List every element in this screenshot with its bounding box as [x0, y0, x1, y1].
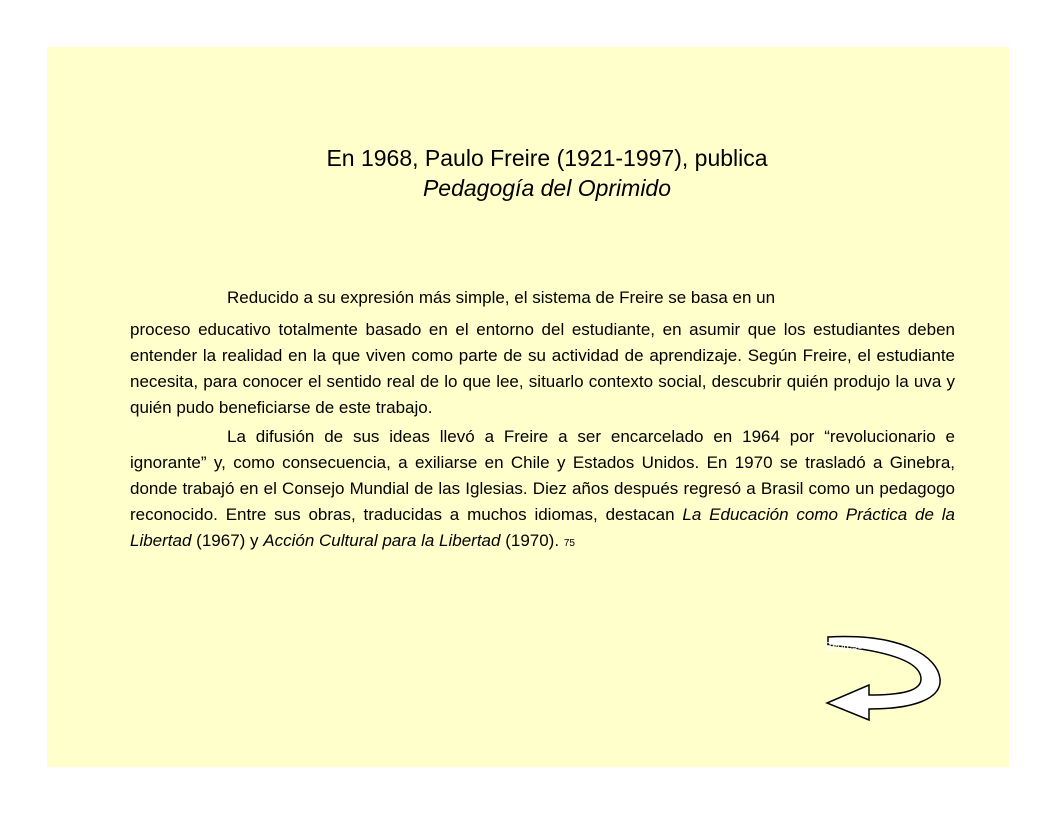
book-title-2: Acción Cultural para la Libertad: [263, 531, 501, 550]
paragraph-2-text: La difusión de sus ideas llevó a Freire a ser encarcelado en 1964 por “revolucionario e ignorante” y, como consecuencia, a exiliarse en Chile y Estados Unidos. En 1970 se trasladó a Ginebra, donde trabajó en el Consejo Mundial de las Iglesias. Diez años después regresó a Brasil como un pedagogo reconocido. Entre sus obras, traducidas a muchos idiomas, destacan: [130, 427, 955, 524]
year-2: (1970).: [505, 531, 560, 550]
footnote-number: 75: [563, 538, 575, 549]
year-1: (1967) y: [196, 531, 259, 550]
paragraph-1: proceso educativo totalmente basado en el entorno del estudiante, en asumir que los estudiantes deben entender la realidad en la que viven como parte de su actividad de aprendizaje. Según Freire, el estudiante necesita, para conocer el sentido real de lo que lee, situarlo contexto social, descubrir quién produjo la uva y quién pudo beneficiarse de este trabajo.: [130, 320, 955, 417]
body-text: [130, 285, 955, 557]
slide: [47, 47, 1009, 767]
paragraph-2: [130, 424, 955, 557]
paragraph-1-first-line: Reducido a su expresión más simple, el sistema de Freire se basa en un: [227, 288, 776, 307]
book-title: Pedagogía del Oprimido: [422, 175, 672, 201]
return-link[interactable]: Regreso: [825, 641, 863, 652]
book-title-1: La Educación como Práctica de la Libertad: [130, 505, 955, 550]
return-button[interactable]: [823, 635, 948, 731]
title-line: En 1968, Paulo Freire (1921-1997), publica: [326, 145, 768, 171]
slide-title: [47, 143, 1047, 203]
